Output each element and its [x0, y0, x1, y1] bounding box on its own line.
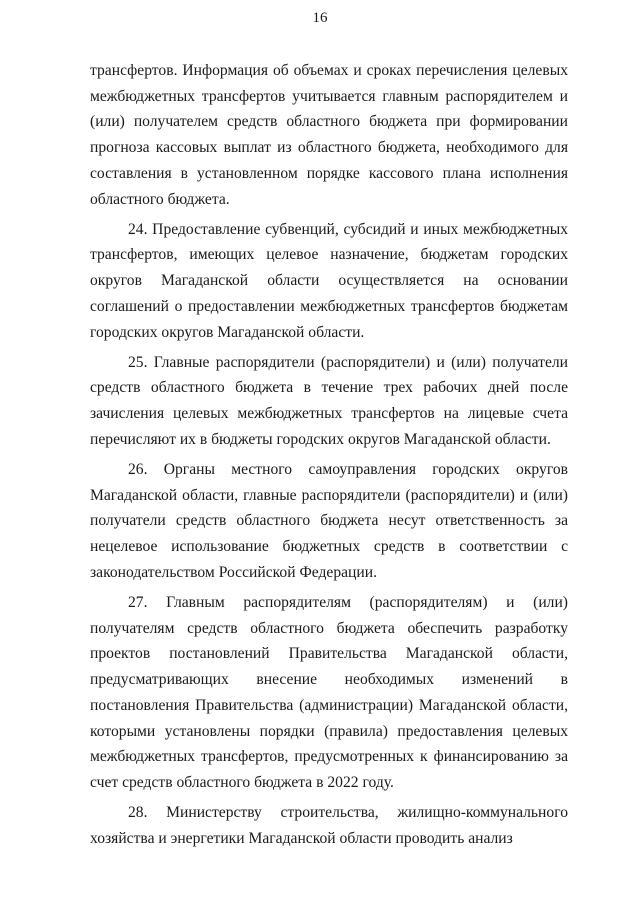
paragraph-24: 24. Предоставление субвенций, субсидий и иных межбюджетных трансфертов, имеющих целевое назначение, бюджетам городских округов Магаданской области осуществляется на основании соглашений о предоставлении межбюджетных трансфертов бюджетам городских округов Магаданской области.	[90, 220, 568, 341]
page-number: 16	[312, 10, 328, 26]
paragraph-28: 28. Министерству строительства, жилищно-коммунального хозяйства и энергетики Магаданской области проводить анализ	[90, 804, 568, 847]
paragraph-25: 25. Главные распорядители (распорядители) и (или) получатели средств областного бюджета в течение трех рабочих дней после зачисления целевых межбюджетных трансфертов на лицевые счета перечисляют их в бюджеты городских округов Магаданской области.	[90, 353, 568, 448]
paragraph-27: 27. Главным распорядителям (распорядителям) и (или) получателям средств областного бюджета обеспечить разработку проектов постановлений Правительства Магаданской области, предусматривающих внесение необходимых изменений в постановления Правительства (администрации) Магаданской области, которыми установлены порядки (правила) предоставления целевых межбюджетных трансфертов, предусмотренных к финансированию за счет средств областного бюджета в 2022 году.	[90, 594, 568, 791]
paragraph-26: 26. Органы местного самоуправления городских округов Магаданской области, главные распорядители (распорядители) и (или) получатели средств областного бюджета несут ответственность за нецелевое использование бюджетных средств в соответствии с законодательством Российской Федерации.	[90, 461, 568, 581]
document-body	[90, 58, 568, 852]
paragraph-continuation: трансфертов. Информация об объемах и сроках перечисления целевых межбюджетных трансфертов учитывается главным распорядителем и (или) получателем средств областного бюджета при формировании прогноза кассовых выплат из областного бюджета, необходимого для составления в установленном порядке кассового плана исполнения областного бюджета.	[90, 62, 568, 208]
